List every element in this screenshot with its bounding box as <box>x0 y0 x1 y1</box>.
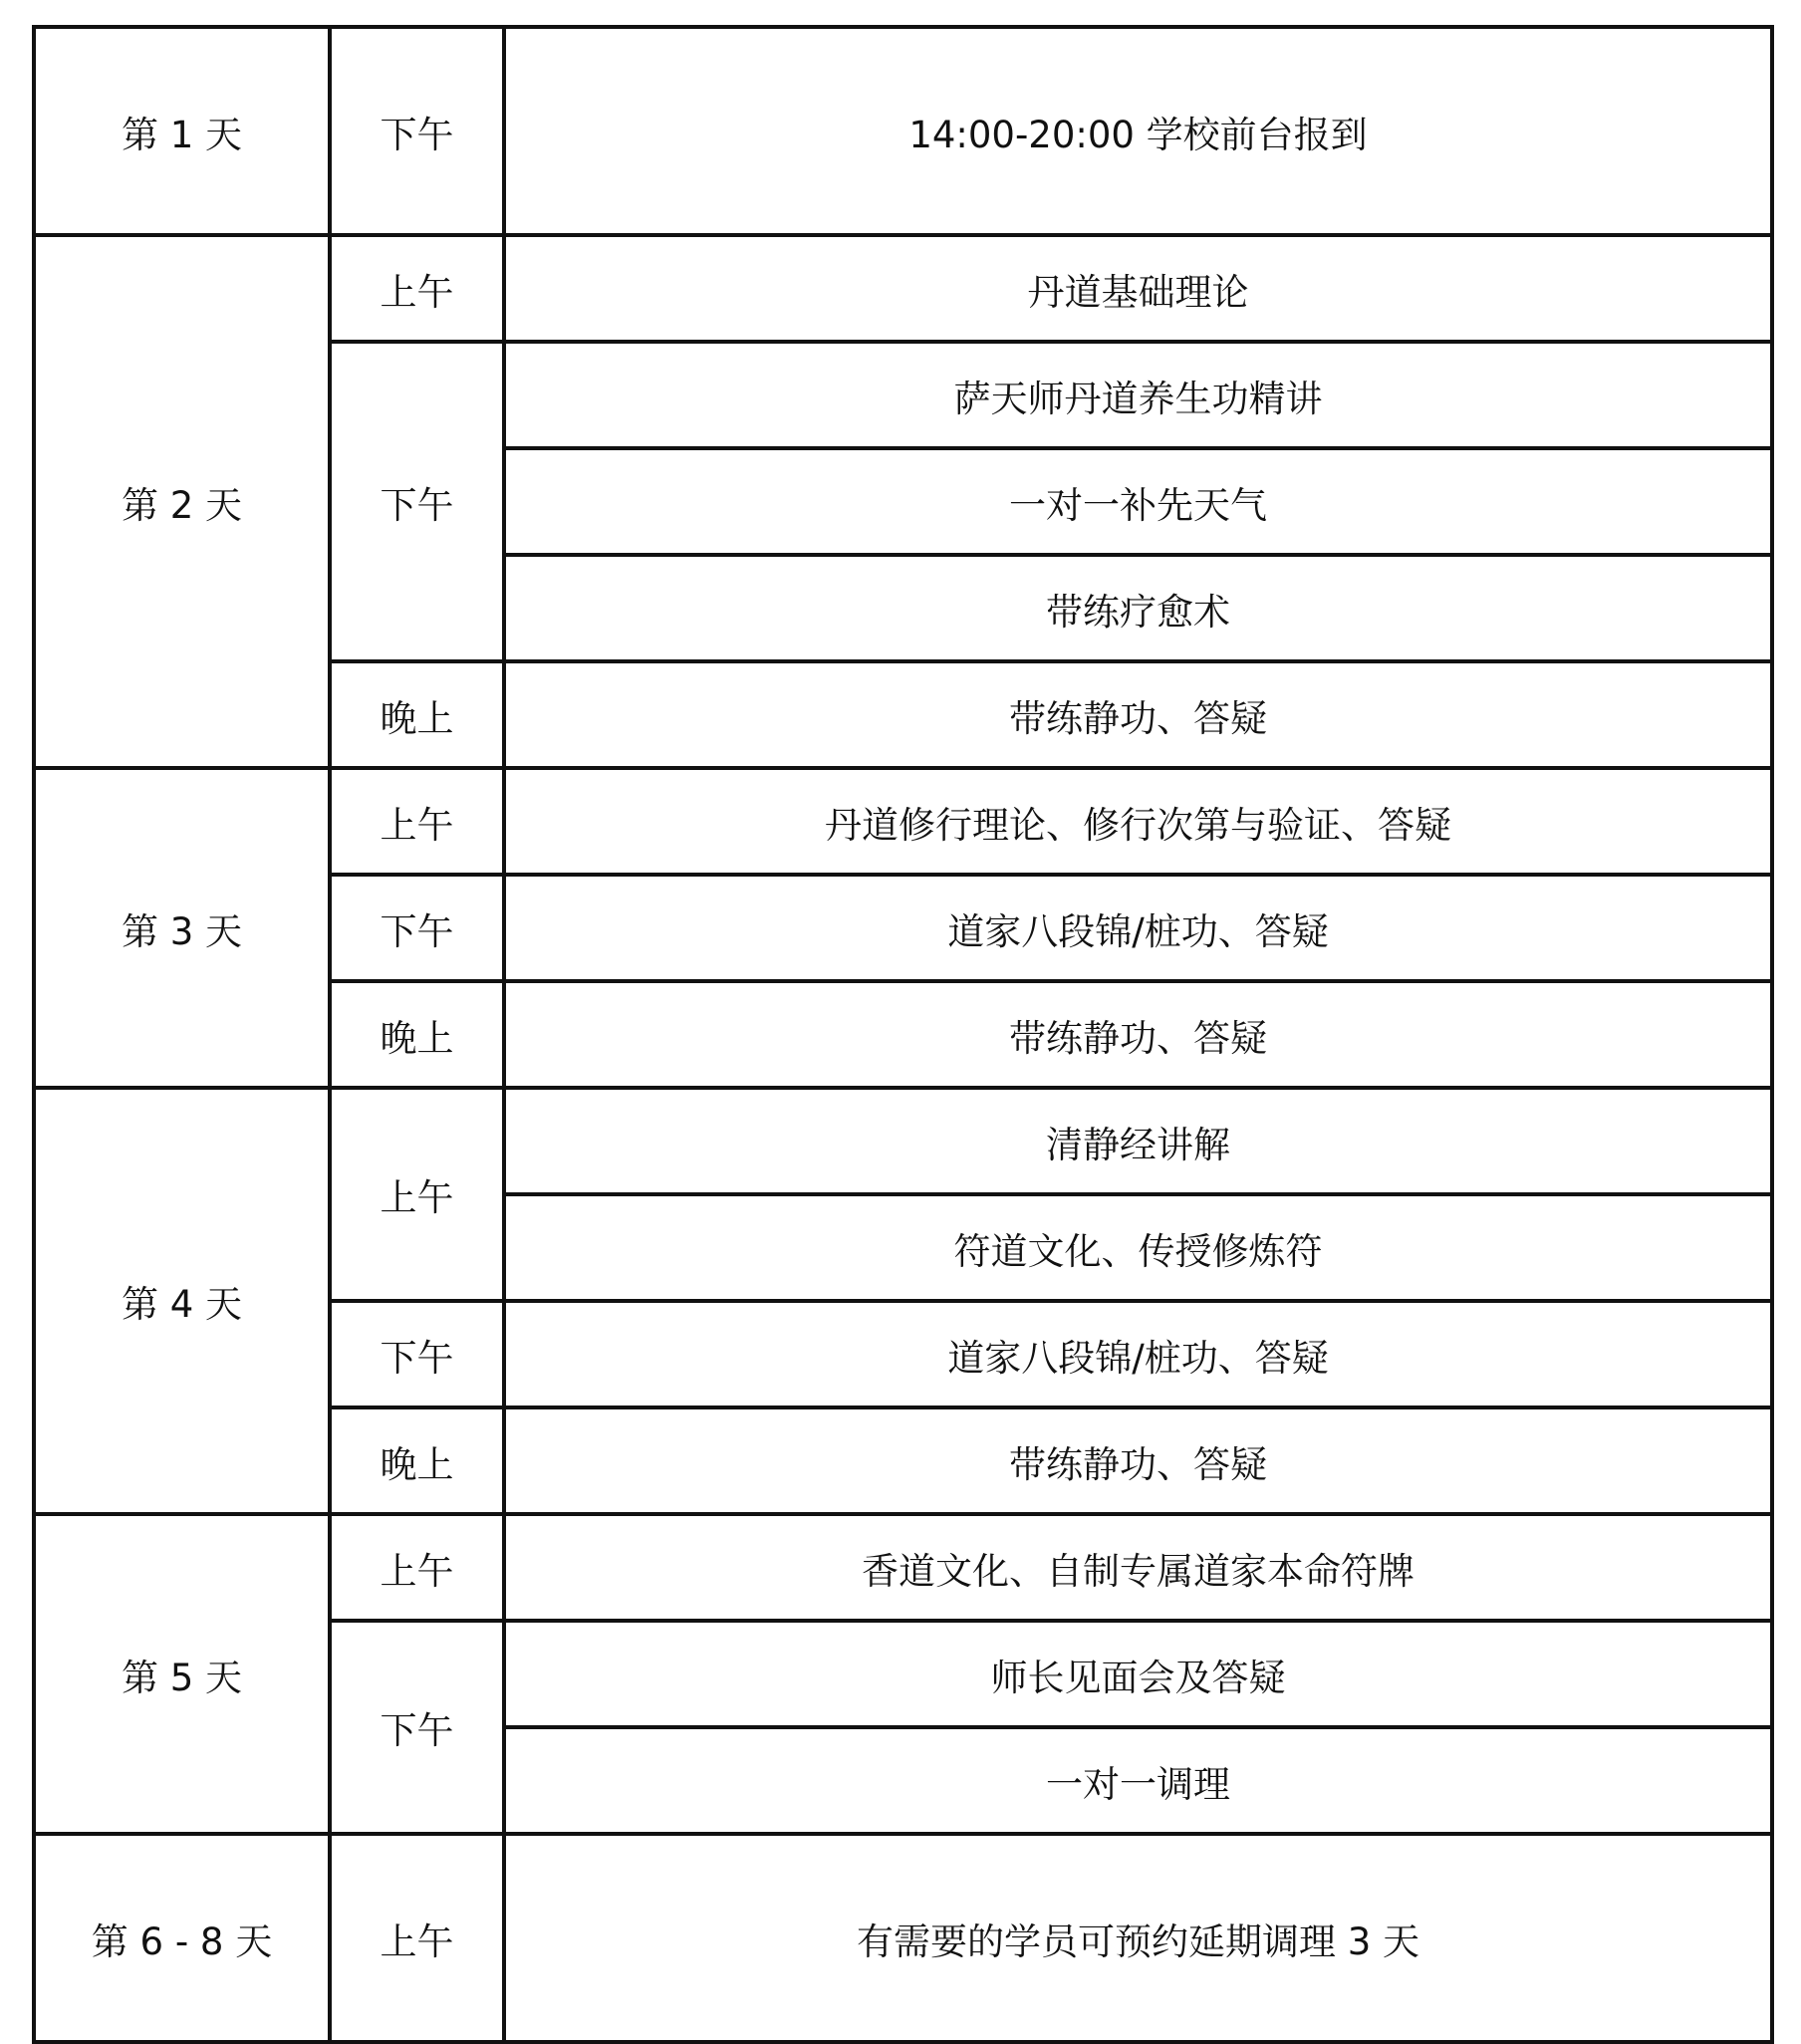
period-cell: 上午 <box>330 1088 504 1301</box>
period-cell: 下午 <box>330 342 504 661</box>
table-row <box>34 1088 1772 1194</box>
activity-cell: 丹道修行理论、修行次第与验证、答疑 <box>504 768 1772 875</box>
period-cell: 下午 <box>330 875 504 981</box>
period-cell: 上午 <box>330 1834 504 2042</box>
day-cell: 第 2 天 <box>34 235 330 768</box>
day-cell: 第 6 - 8 天 <box>34 1834 330 2042</box>
activity-cell: 萨天师丹道养生功精讲 <box>504 342 1772 448</box>
activity-cell: 道家八段锦/桩功、答疑 <box>504 1301 1772 1407</box>
day-cell: 第 5 天 <box>34 1514 330 1834</box>
period-cell: 上午 <box>330 235 504 342</box>
period-cell: 上午 <box>330 1514 504 1621</box>
table-row <box>34 1514 1772 1621</box>
activity-cell: 带练疗愈术 <box>504 555 1772 661</box>
period-cell: 晚上 <box>330 1407 504 1514</box>
activity-cell: 带练静功、答疑 <box>504 1407 1772 1514</box>
period-cell: 下午 <box>330 1301 504 1407</box>
activity-cell: 道家八段锦/桩功、答疑 <box>504 875 1772 981</box>
activity-cell: 带练静功、答疑 <box>504 981 1772 1088</box>
table-row <box>34 768 1772 875</box>
period-cell: 下午 <box>330 27 504 235</box>
table-row <box>34 27 1772 235</box>
activity-cell: 有需要的学员可预约延期调理 3 天 <box>504 1834 1772 2042</box>
period-cell: 晚上 <box>330 981 504 1088</box>
table-row <box>34 235 1772 342</box>
activity-cell: 一对一补先天气 <box>504 448 1772 555</box>
activity-cell: 师长见面会及答疑 <box>504 1621 1772 1727</box>
activity-cell: 一对一调理 <box>504 1727 1772 1834</box>
day-cell: 第 3 天 <box>34 768 330 1088</box>
activity-cell: 香道文化、自制专属道家本命符牌 <box>504 1514 1772 1621</box>
activity-cell: 丹道基础理论 <box>504 235 1772 342</box>
activity-cell: 清静经讲解 <box>504 1088 1772 1194</box>
period-cell: 晚上 <box>330 661 504 768</box>
period-cell: 上午 <box>330 768 504 875</box>
day-cell: 第 4 天 <box>34 1088 330 1514</box>
activity-cell: 符道文化、传授修炼符 <box>504 1194 1772 1301</box>
activity-cell: 14:00-20:00 学校前台报到 <box>504 27 1772 235</box>
activity-cell: 带练静功、答疑 <box>504 661 1772 768</box>
table-row <box>34 1834 1772 2042</box>
schedule-table <box>32 25 1774 2044</box>
day-cell: 第 1 天 <box>34 27 330 235</box>
period-cell: 下午 <box>330 1621 504 1834</box>
